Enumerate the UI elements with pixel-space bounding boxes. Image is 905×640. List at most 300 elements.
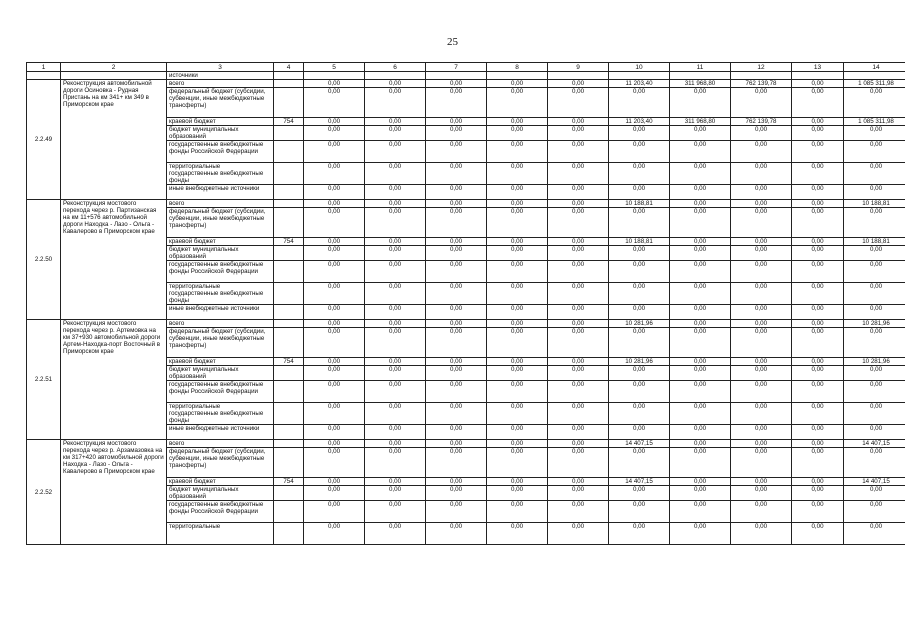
amount-cell: 0,00 (365, 328, 426, 358)
amount-cell: 0,00 (792, 208, 844, 238)
amount-cell: 0,00 (548, 320, 609, 328)
amount-cell: 0,00 (844, 141, 905, 163)
amount-cell: 0,00 (304, 358, 365, 366)
amount-cell: 762 139,78 (731, 118, 792, 126)
funding-source: всего (167, 80, 274, 88)
amount-cell: 0,00 (731, 486, 792, 501)
amount-cell: 1 085 311,98 (844, 118, 905, 126)
budget-code (274, 305, 304, 320)
amount-cell: 0,00 (548, 478, 609, 486)
amount-cell: 0,00 (365, 448, 426, 478)
amount-cell: 0,00 (304, 163, 365, 185)
amount-cell: 0,00 (365, 320, 426, 328)
amount-cell: 0,00 (426, 320, 487, 328)
amount-cell: 0,00 (365, 208, 426, 238)
amount-cell: 0,00 (548, 80, 609, 88)
project-name: Реконструкция мостового перехода через р. Арзамазовка на км 317+420 автомобильной дороги Находка - Лазо - Ольга - Кавалерово в Приморском крае (61, 440, 167, 545)
budget-code (274, 126, 304, 141)
amount-cell: 0,00 (792, 358, 844, 366)
amount-cell: 0,00 (487, 163, 548, 185)
amount-cell: 0,00 (670, 88, 731, 118)
amount-cell: 0,00 (670, 486, 731, 501)
amount-cell: 0,00 (487, 320, 548, 328)
amount-cell: 0,00 (365, 366, 426, 381)
amount-cell: 0,00 (670, 425, 731, 440)
amount-cell: 0,00 (304, 238, 365, 246)
amount-cell: 0,00 (304, 381, 365, 403)
amount-cell: 0,00 (844, 366, 905, 381)
amount-cell: 0,00 (304, 283, 365, 305)
amount-cell: 0,00 (304, 403, 365, 425)
column-header: 12 (731, 63, 792, 72)
amount-cell: 0,00 (426, 478, 487, 486)
amount-cell: 0,00 (487, 141, 548, 163)
amount-cell: 0,00 (365, 403, 426, 425)
amount-cell: 0,00 (670, 403, 731, 425)
funding-source: государственные внебюджетные фонды Российской Федерации (167, 261, 274, 283)
amount-cell: 0,00 (304, 185, 365, 200)
amount-cell: 10 188,81 (844, 238, 905, 246)
amount-cell: 0,00 (487, 246, 548, 261)
amount-cell: 0,00 (792, 246, 844, 261)
amount-cell: 0,00 (548, 118, 609, 126)
amount-cell: 0,00 (487, 185, 548, 200)
item-index: 2.2.49 (27, 80, 61, 200)
amount-cell: 0,00 (487, 478, 548, 486)
amount-cell: 0,00 (844, 381, 905, 403)
table-row (27, 440, 905, 448)
amount-cell: 0,00 (731, 88, 792, 118)
budget-code (274, 283, 304, 305)
budget-code (274, 246, 304, 261)
amount-cell: 0,00 (304, 328, 365, 358)
project-name: Реконструкция мостового перехода через р. Партизанская на км 11+576 автомобильной дороги Находка - Лазо - Ольга - Кавалерово в Приморском крае (61, 200, 167, 320)
budget-code: 754 (274, 478, 304, 486)
amount-cell: 0,00 (487, 486, 548, 501)
amount-cell: 0,00 (548, 246, 609, 261)
amount-cell: 0,00 (844, 88, 905, 118)
amount-cell: 0,00 (731, 261, 792, 283)
amount-cell: 0,00 (426, 440, 487, 448)
amount-cell: 0,00 (792, 328, 844, 358)
amount-cell: 0,00 (548, 305, 609, 320)
amount-cell: 0,00 (844, 425, 905, 440)
amount-cell: 0,00 (670, 478, 731, 486)
amount-cell: 0,00 (731, 200, 792, 208)
funding-source: территориальные (167, 523, 274, 545)
amount-cell: 0,00 (670, 328, 731, 358)
funding-source: федеральный бюджет (субсидии, субвенции, иные межбюджетные трансферты) (167, 208, 274, 238)
funding-source: территориальные государственные внебюджетные фонды (167, 403, 274, 425)
budget-code (274, 88, 304, 118)
amount-cell: 0,00 (548, 261, 609, 283)
amount-cell: 0,00 (844, 246, 905, 261)
amount-cell: 0,00 (426, 366, 487, 381)
funding-source: иные внебюджетные источники (167, 305, 274, 320)
funding-source: всего (167, 320, 274, 328)
amount-cell: 0,00 (548, 126, 609, 141)
amount-cell: 0,00 (548, 141, 609, 163)
amount-cell: 0,00 (792, 478, 844, 486)
amount-cell: 0,00 (792, 425, 844, 440)
amount-cell: 0,00 (548, 403, 609, 425)
column-header: 3 (167, 63, 274, 72)
amount-cell: 0,00 (548, 283, 609, 305)
amount-cell: 0,00 (609, 261, 670, 283)
amount-cell: 0,00 (365, 80, 426, 88)
amount-cell: 0,00 (304, 80, 365, 88)
budget-code: 754 (274, 358, 304, 366)
amount-cell: 0,00 (670, 320, 731, 328)
budget-table (26, 62, 905, 545)
column-header: 13 (792, 63, 844, 72)
amount-cell: 0,00 (792, 238, 844, 246)
amount-cell: 0,00 (487, 126, 548, 141)
amount-cell: 0,00 (844, 163, 905, 185)
amount-cell: 0,00 (304, 486, 365, 501)
amount-cell: 0,00 (731, 305, 792, 320)
amount-cell: 0,00 (548, 238, 609, 246)
amount-cell: 10 281,96 (609, 320, 670, 328)
amount-cell: 0,00 (304, 366, 365, 381)
amount-cell: 0,00 (609, 185, 670, 200)
amount-cell: 0,00 (670, 141, 731, 163)
amount-cell: 0,00 (670, 448, 731, 478)
amount-cell: 0,00 (304, 305, 365, 320)
amount-cell: 0,00 (487, 305, 548, 320)
funding-source: иные внебюджетные источники (167, 425, 274, 440)
amount-cell: 0,00 (365, 381, 426, 403)
amount-cell: 0,00 (548, 425, 609, 440)
amount-cell: 0,00 (792, 126, 844, 141)
amount-cell: 0,00 (792, 118, 844, 126)
amount-cell: 0,00 (365, 141, 426, 163)
amount-cell: 0,00 (792, 320, 844, 328)
amount-cell: 0,00 (670, 185, 731, 200)
amount-cell: 0,00 (670, 163, 731, 185)
amount-cell: 0,00 (731, 126, 792, 141)
amount-cell: 0,00 (426, 80, 487, 88)
amount-cell: 10 188,81 (844, 200, 905, 208)
amount-cell: 0,00 (731, 283, 792, 305)
amount-cell: 0,00 (426, 448, 487, 478)
amount-cell: 0,00 (548, 448, 609, 478)
amount-cell: 0,00 (670, 246, 731, 261)
amount-cell: 0,00 (487, 238, 548, 246)
funding-source: государственные внебюджетные фонды Российской Федерации (167, 381, 274, 403)
item-index: 2.2.51 (27, 320, 61, 440)
amount-cell: 0,00 (670, 501, 731, 523)
amount-cell: 0,00 (304, 246, 365, 261)
amount-cell: 0,00 (487, 366, 548, 381)
amount-cell: 0,00 (304, 208, 365, 238)
amount-cell: 0,00 (487, 358, 548, 366)
budget-code: 754 (274, 238, 304, 246)
amount-cell: 0,00 (548, 163, 609, 185)
amount-cell: 0,00 (670, 358, 731, 366)
amount-cell: 0,00 (609, 141, 670, 163)
amount-cell: 0,00 (487, 118, 548, 126)
amount-cell: 0,00 (548, 208, 609, 238)
amount-cell: 0,00 (731, 381, 792, 403)
amount-cell: 0,00 (609, 486, 670, 501)
amount-cell: 0,00 (844, 486, 905, 501)
amount-cell: 0,00 (548, 440, 609, 448)
amount-cell: 0,00 (426, 141, 487, 163)
amount-cell: 0,00 (487, 425, 548, 440)
funding-source: всего (167, 440, 274, 448)
column-number-row (27, 63, 905, 72)
amount-cell: 0,00 (548, 486, 609, 501)
amount-cell: 0,00 (670, 523, 731, 545)
amount-cell: 0,00 (792, 200, 844, 208)
amount-cell: 0,00 (844, 523, 905, 545)
amount-cell: 0,00 (844, 448, 905, 478)
amount-cell: 11 203,40 (609, 80, 670, 88)
amount-cell: 0,00 (365, 478, 426, 486)
budget-code (274, 501, 304, 523)
amount-cell: 0,00 (487, 440, 548, 448)
amount-cell: 0,00 (487, 283, 548, 305)
amount-cell: 0,00 (426, 261, 487, 283)
budget-code (274, 163, 304, 185)
amount-cell: 0,00 (365, 523, 426, 545)
amount-cell: 0,00 (548, 366, 609, 381)
amount-cell: 0,00 (609, 425, 670, 440)
amount-cell: 0,00 (731, 448, 792, 478)
funding-source: краевой бюджет (167, 478, 274, 486)
amount-cell: 0,00 (792, 403, 844, 425)
table-body (27, 63, 905, 545)
amount-cell: 0,00 (731, 366, 792, 381)
amount-cell: 0,00 (548, 381, 609, 403)
amount-cell: 0,00 (365, 283, 426, 305)
amount-cell: 0,00 (426, 501, 487, 523)
amount-cell: 0,00 (365, 440, 426, 448)
amount-cell: 0,00 (487, 328, 548, 358)
budget-code (274, 440, 304, 448)
amount-cell: 0,00 (487, 403, 548, 425)
amount-cell: 0,00 (304, 501, 365, 523)
amount-cell: 0,00 (609, 246, 670, 261)
budget-code (274, 403, 304, 425)
amount-cell: 0,00 (609, 403, 670, 425)
amount-cell: 0,00 (670, 366, 731, 381)
amount-cell: 0,00 (609, 208, 670, 238)
item-index: 2.2.52 (27, 440, 61, 545)
amount-cell: 0,00 (304, 118, 365, 126)
amount-cell: 0,00 (609, 305, 670, 320)
amount-cell: 10 188,81 (609, 200, 670, 208)
amount-cell: 0,00 (844, 305, 905, 320)
amount-cell: 0,00 (426, 200, 487, 208)
budget-code (274, 366, 304, 381)
amount-cell: 0,00 (548, 523, 609, 545)
amount-cell: 0,00 (670, 200, 731, 208)
funding-source: краевой бюджет (167, 238, 274, 246)
amount-cell: 0,00 (426, 523, 487, 545)
budget-code (274, 320, 304, 328)
amount-cell: 14 407,15 (844, 478, 905, 486)
column-header: 10 (609, 63, 670, 72)
amount-cell: 0,00 (731, 478, 792, 486)
project-name: Реконструкция автомобильной дороги Осиновка - Рудная Пристань на км 341+ км 349 в Приморском крае (61, 80, 167, 200)
amount-cell: 0,00 (365, 200, 426, 208)
amount-cell: 0,00 (609, 501, 670, 523)
amount-cell: 0,00 (487, 208, 548, 238)
amount-cell: 0,00 (731, 163, 792, 185)
page-number: 25 (447, 36, 458, 48)
amount-cell: 0,00 (844, 126, 905, 141)
amount-cell: 0,00 (609, 283, 670, 305)
amount-cell: 0,00 (792, 448, 844, 478)
amount-cell: 0,00 (670, 440, 731, 448)
amount-cell: 14 407,15 (844, 440, 905, 448)
amount-cell: 0,00 (670, 238, 731, 246)
amount-cell: 0,00 (365, 425, 426, 440)
column-header: 1 (27, 63, 61, 72)
amount-cell: 0,00 (304, 261, 365, 283)
amount-cell: 0,00 (304, 200, 365, 208)
amount-cell: 0,00 (304, 425, 365, 440)
amount-cell: 10 281,96 (844, 320, 905, 328)
funding-source: всего (167, 200, 274, 208)
amount-cell: 311 968,80 (670, 118, 731, 126)
amount-cell: 0,00 (609, 448, 670, 478)
funding-source: краевой бюджет (167, 358, 274, 366)
funding-source: бюджет муниципальных образований (167, 246, 274, 261)
budget-code (274, 261, 304, 283)
amount-cell: 0,00 (426, 238, 487, 246)
amount-cell: 10 281,96 (609, 358, 670, 366)
funding-source: государственные внебюджетные фонды Российской Федерации (167, 141, 274, 163)
column-header: 9 (548, 63, 609, 72)
budget-code (274, 328, 304, 358)
budget-code (274, 523, 304, 545)
amount-cell: 0,00 (792, 163, 844, 185)
budget-code (274, 425, 304, 440)
continuation-row (27, 72, 905, 80)
amount-cell: 0,00 (426, 283, 487, 305)
amount-cell: 0,00 (792, 501, 844, 523)
amount-cell: 0,00 (731, 501, 792, 523)
amount-cell: 0,00 (731, 440, 792, 448)
amount-cell: 0,00 (792, 88, 844, 118)
amount-cell: 0,00 (731, 141, 792, 163)
funding-source: краевой бюджет (167, 118, 274, 126)
table-row (27, 80, 905, 88)
amount-cell: 0,00 (844, 185, 905, 200)
amount-cell: 0,00 (844, 283, 905, 305)
amount-cell: 0,00 (548, 88, 609, 118)
amount-cell: 0,00 (426, 185, 487, 200)
amount-cell: 14 407,15 (609, 440, 670, 448)
amount-cell: 0,00 (426, 328, 487, 358)
amount-cell: 0,00 (365, 486, 426, 501)
amount-cell: 0,00 (731, 425, 792, 440)
amount-cell: 0,00 (731, 320, 792, 328)
amount-cell: 0,00 (670, 305, 731, 320)
amount-cell: 0,00 (426, 126, 487, 141)
amount-cell: 0,00 (731, 208, 792, 238)
table-row (27, 320, 905, 328)
amount-cell: 0,00 (548, 358, 609, 366)
column-header: 2 (61, 63, 167, 72)
amount-cell: 0,00 (792, 440, 844, 448)
amount-cell: 0,00 (487, 200, 548, 208)
amount-cell: 0,00 (487, 88, 548, 118)
amount-cell: 0,00 (426, 88, 487, 118)
amount-cell: 0,00 (844, 403, 905, 425)
amount-cell: 0,00 (365, 358, 426, 366)
amount-cell: 0,00 (304, 126, 365, 141)
amount-cell: 762 139,78 (731, 80, 792, 88)
column-header: 11 (670, 63, 731, 72)
amount-cell: 0,00 (792, 261, 844, 283)
amount-cell: 0,00 (365, 88, 426, 118)
amount-cell: 0,00 (426, 163, 487, 185)
amount-cell: 0,00 (487, 501, 548, 523)
amount-cell: 0,00 (609, 523, 670, 545)
column-header: 6 (365, 63, 426, 72)
amount-cell: 0,00 (426, 358, 487, 366)
budget-code (274, 80, 304, 88)
source-cell: источники (167, 72, 274, 80)
amount-cell: 0,00 (731, 246, 792, 261)
amount-cell: 0,00 (426, 118, 487, 126)
column-header: 14 (844, 63, 905, 72)
amount-cell: 0,00 (365, 261, 426, 283)
funding-source: федеральный бюджет (субсидии, субвенции, иные межбюджетные трансферты) (167, 88, 274, 118)
amount-cell: 11 203,40 (609, 118, 670, 126)
item-index: 2.2.50 (27, 200, 61, 320)
amount-cell: 0,00 (426, 425, 487, 440)
amount-cell: 0,00 (365, 126, 426, 141)
column-header: 7 (426, 63, 487, 72)
funding-source: федеральный бюджет (субсидии, субвенции, иные межбюджетные трансферты) (167, 328, 274, 358)
amount-cell: 0,00 (487, 523, 548, 545)
amount-cell: 0,00 (365, 305, 426, 320)
amount-cell: 0,00 (426, 381, 487, 403)
amount-cell: 0,00 (670, 208, 731, 238)
amount-cell: 0,00 (731, 403, 792, 425)
amount-cell: 0,00 (304, 448, 365, 478)
table-row (27, 200, 905, 208)
amount-cell: 0,00 (548, 200, 609, 208)
amount-cell: 0,00 (844, 208, 905, 238)
amount-cell: 0,00 (426, 486, 487, 501)
project-name: Реконструкция мостового перехода через р. Артемовка на км 37+930 автомобильной дороги Артем-Находка-порт Восточный в Приморском крае (61, 320, 167, 440)
amount-cell: 0,00 (487, 261, 548, 283)
amount-cell: 0,00 (792, 283, 844, 305)
amount-cell: 0,00 (792, 305, 844, 320)
amount-cell: 0,00 (304, 478, 365, 486)
amount-cell: 0,00 (426, 246, 487, 261)
amount-cell: 0,00 (670, 126, 731, 141)
funding-source: бюджет муниципальных образований (167, 126, 274, 141)
amount-cell: 0,00 (609, 366, 670, 381)
amount-cell: 0,00 (365, 185, 426, 200)
budget-code (274, 141, 304, 163)
amount-cell: 0,00 (304, 440, 365, 448)
amount-cell: 311 968,80 (670, 80, 731, 88)
amount-cell: 0,00 (792, 80, 844, 88)
amount-cell: 0,00 (609, 126, 670, 141)
funding-source: территориальные государственные внебюджетные фонды (167, 283, 274, 305)
column-header: 5 (304, 63, 365, 72)
amount-cell: 0,00 (609, 328, 670, 358)
amount-cell: 0,00 (731, 328, 792, 358)
